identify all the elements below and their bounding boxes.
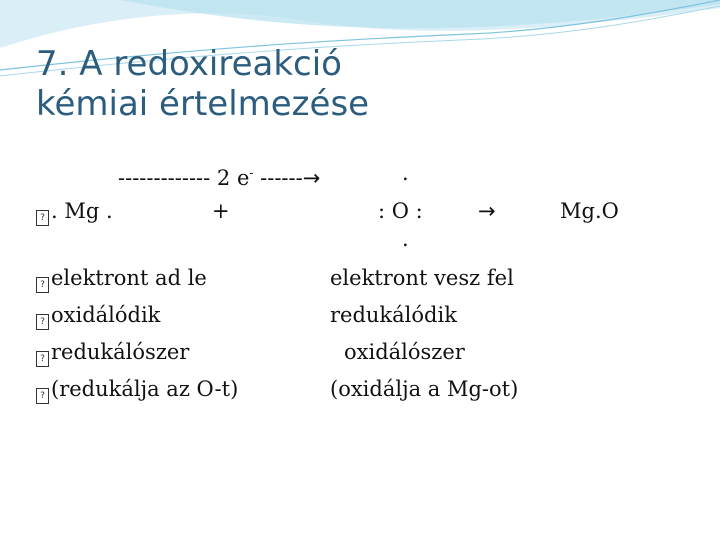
right-item-1: elektront vesz fel — [330, 266, 514, 290]
slide-title — [36, 44, 369, 124]
left-item-4-text: (redukálja az O-t) — [51, 377, 239, 401]
left-item-3-text: redukálószer — [51, 340, 190, 364]
mg-symbol: . Mg . — [51, 199, 113, 223]
electron-transfer-line — [118, 160, 320, 191]
reaction-arrow-icon: → — [478, 199, 496, 223]
left-item-1-text: elektront ad le — [51, 266, 207, 290]
oxygen-dot-bottom: . — [402, 227, 409, 251]
right-item-3: oxidálószer — [344, 340, 465, 364]
left-item-2 — [36, 302, 160, 330]
title-line-2: kémiai értelmezése — [36, 84, 370, 124]
left-item-3 — [36, 339, 189, 367]
bullet-icon: ? — [36, 388, 49, 404]
oxygen-dot-top: . — [402, 161, 409, 185]
product-formula: Mg.O — [560, 199, 619, 223]
left-item-2-text: oxidálódik — [51, 303, 161, 327]
bullet-icon: ? — [36, 314, 49, 330]
bullet-icon: ? — [36, 277, 49, 293]
bullet-icon: ? — [36, 351, 49, 367]
bullet-icon: ? — [36, 210, 49, 226]
magnesium-formula — [36, 198, 113, 226]
left-item-1 — [36, 265, 207, 293]
transfer-tail: ------ — [260, 166, 303, 190]
electron-charge: - — [249, 166, 254, 180]
plus-sign: + — [212, 199, 230, 223]
oxygen-formula: : O : — [378, 199, 423, 223]
left-item-4 — [36, 376, 238, 404]
transfer-dashes: ------------- 2 e — [118, 166, 250, 190]
title-line-1: 7. A redoxireakció — [36, 44, 342, 84]
right-item-4: (oxidálja a Mg-ot) — [330, 377, 519, 401]
right-item-2: redukálódik — [330, 303, 457, 327]
transfer-arrow-icon: → — [302, 166, 321, 190]
